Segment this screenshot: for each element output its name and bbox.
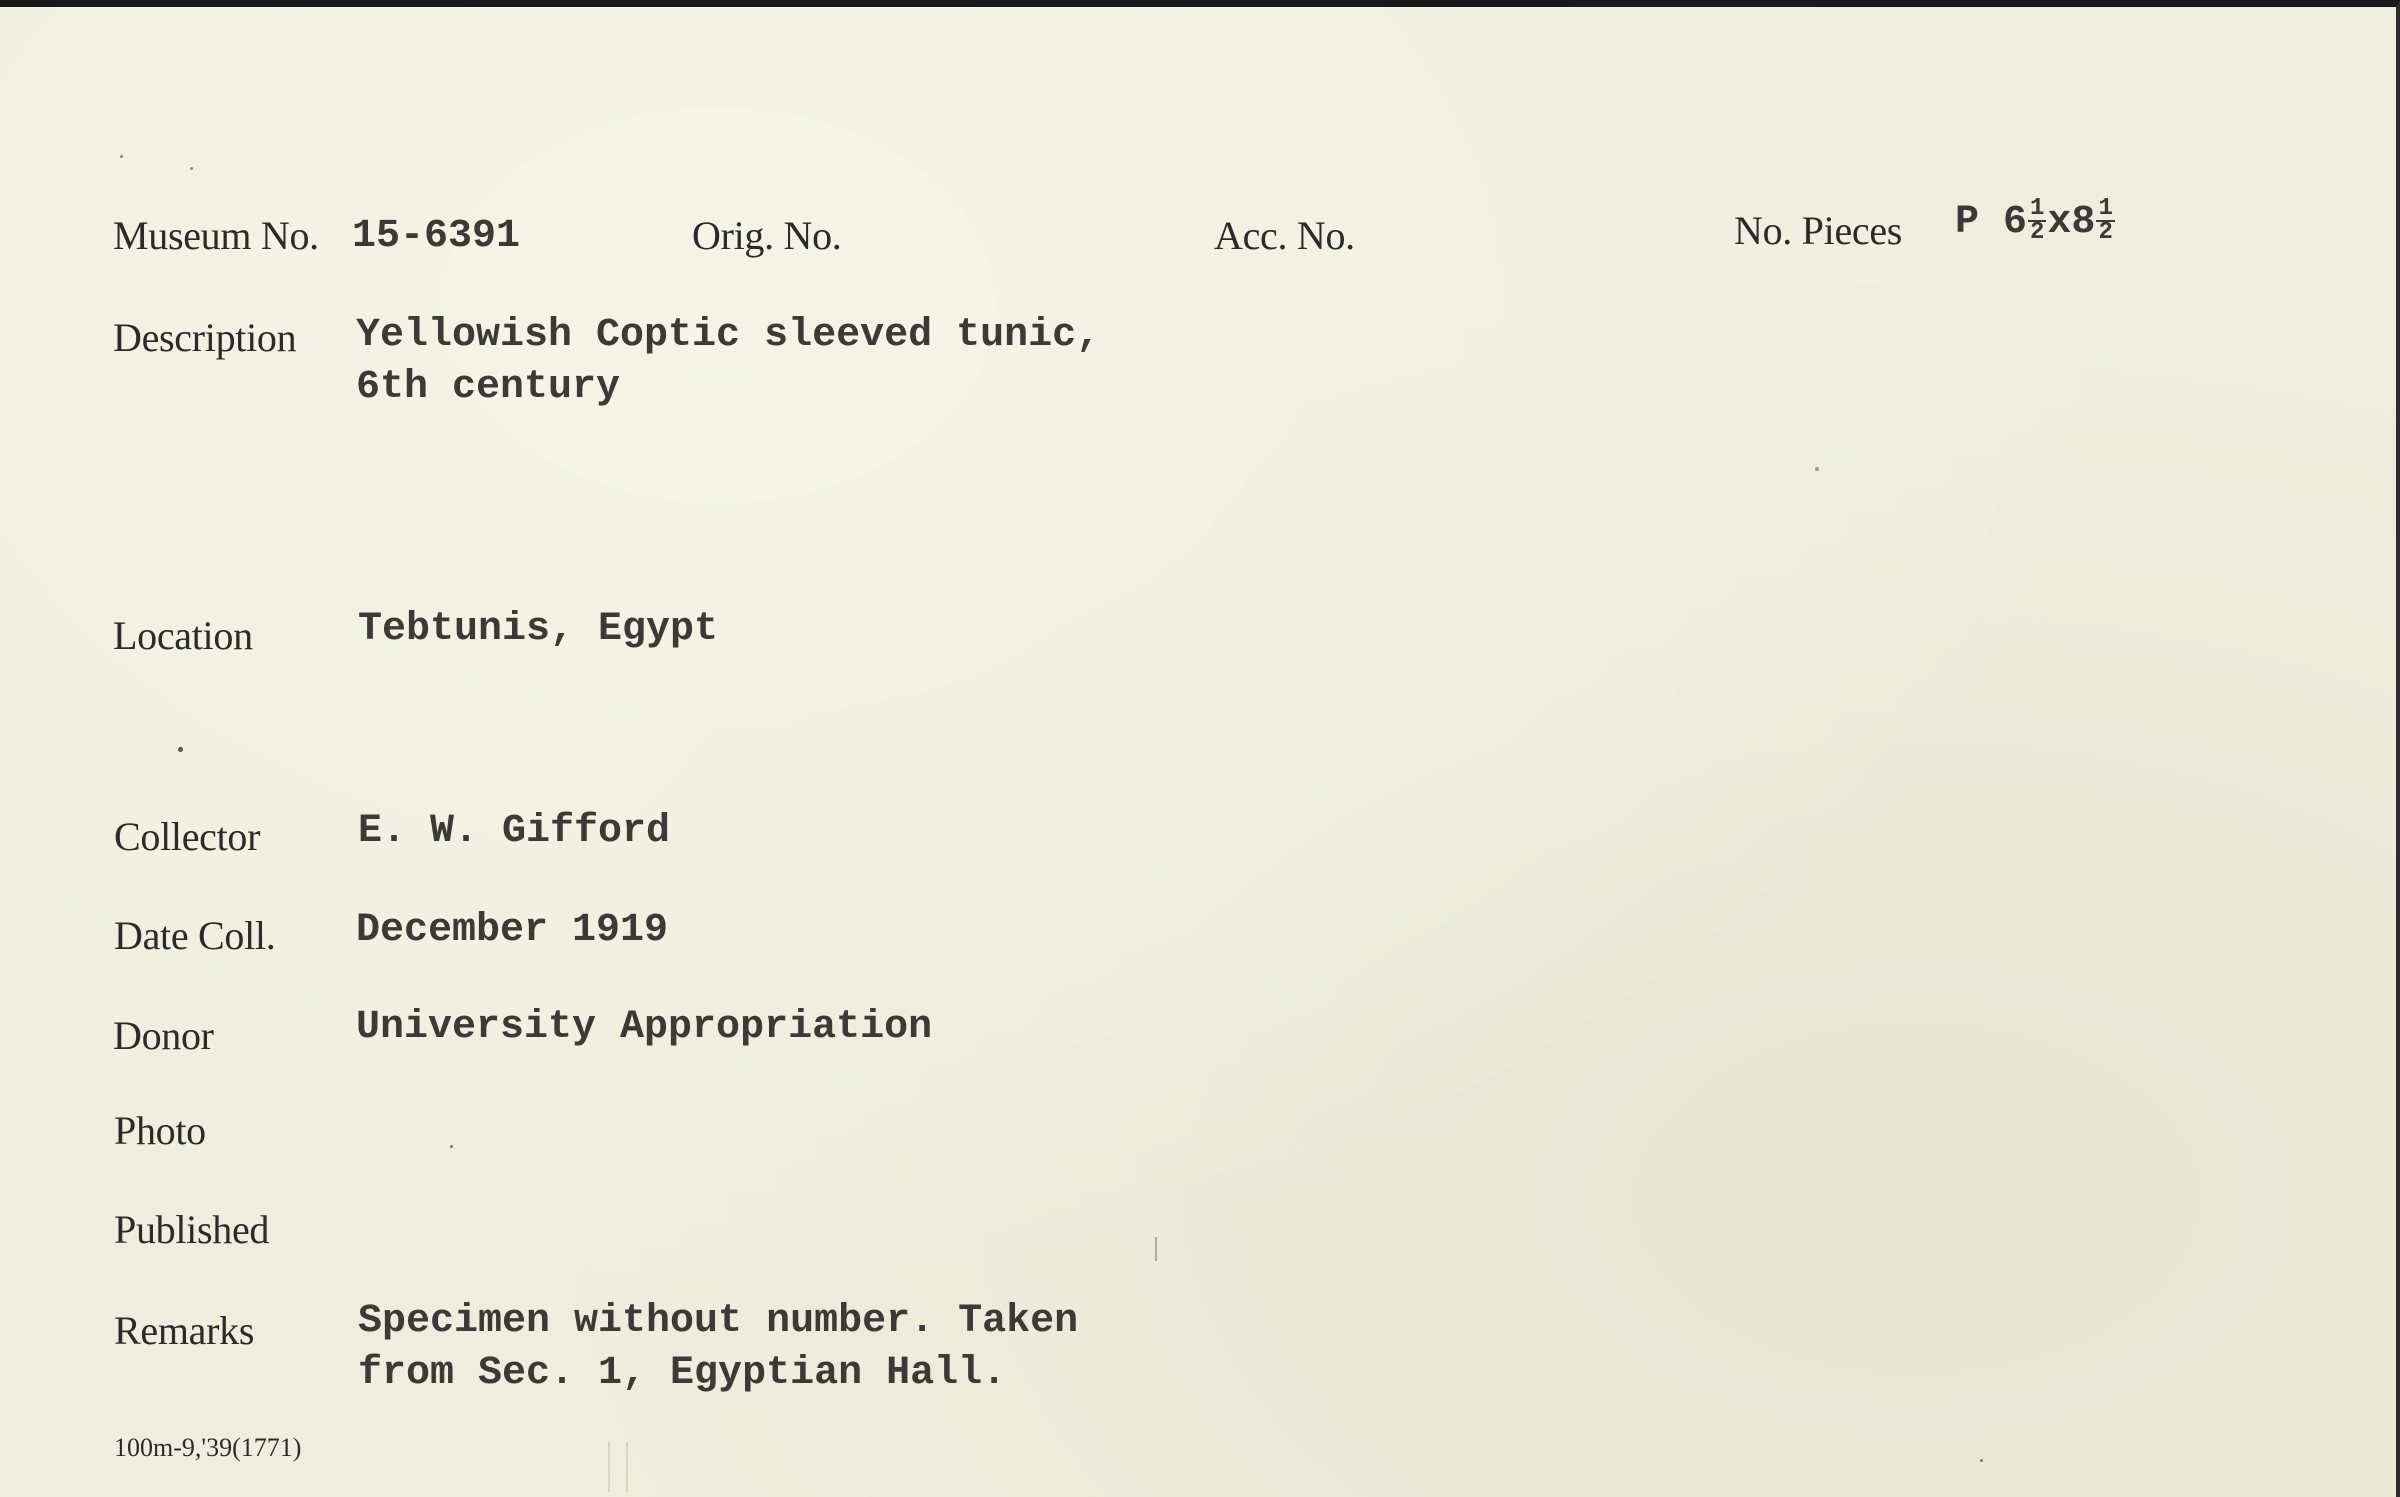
paper-scratch — [1155, 1237, 1157, 1261]
remarks-line-1: Specimen without number. Taken — [358, 1299, 1079, 1344]
no-pieces-mid: x8 — [2047, 200, 2096, 245]
paper-speck — [450, 1145, 453, 1148]
remarks-label: Remarks — [114, 1308, 255, 1353]
date-coll-value: December 1919 — [356, 908, 669, 953]
print-code: 100m-9,'39(1771) — [114, 1433, 302, 1462]
published-label: Published — [114, 1207, 270, 1252]
acc-no-label: Acc. No. — [1214, 213, 1355, 258]
description-line-1: Yellowish Coptic sleeved tunic, — [356, 313, 1101, 358]
no-pieces-label: No. Pieces — [1734, 208, 1903, 253]
paper-scratch — [626, 1442, 628, 1492]
description-label: Description — [113, 315, 297, 360]
collector-label: Collector — [114, 814, 261, 859]
fraction-numerator: 1 — [2098, 195, 2113, 223]
remarks-line-2: from Sec. 1, Egyptian Hall. — [358, 1351, 1007, 1396]
museum-no-label: Museum No. — [113, 213, 319, 258]
fraction-one-half-b — [2096, 195, 2114, 247]
paper-scratch — [608, 1442, 610, 1492]
photo-label: Photo — [114, 1108, 206, 1153]
paper-speck — [178, 747, 183, 752]
no-pieces-value — [1955, 197, 2116, 249]
fraction-numerator: 1 — [2030, 195, 2045, 223]
paper-speck — [120, 155, 123, 158]
paper-speck — [1815, 467, 1819, 471]
location-value: Tebtunis, Egypt — [358, 607, 719, 652]
fraction-one-half-a — [2028, 195, 2046, 247]
description-line-2: 6th century — [356, 365, 621, 410]
donor-value: University Appropriation — [356, 1005, 933, 1050]
location-label: Location — [113, 613, 253, 658]
orig-no-label: Orig. No. — [692, 213, 842, 258]
paper-speck — [1980, 1459, 1983, 1462]
museum-no-value: 15-6391 — [352, 214, 521, 259]
fraction-denominator: 2 — [2098, 219, 2113, 247]
collector-value: E. W. Gifford — [358, 809, 671, 854]
paper-speck — [190, 167, 193, 170]
donor-label: Donor — [113, 1013, 214, 1058]
fraction-denominator: 2 — [2030, 219, 2045, 247]
date-coll-label: Date Coll. — [114, 913, 276, 958]
no-pieces-prefix: P 6 — [1955, 200, 2028, 245]
